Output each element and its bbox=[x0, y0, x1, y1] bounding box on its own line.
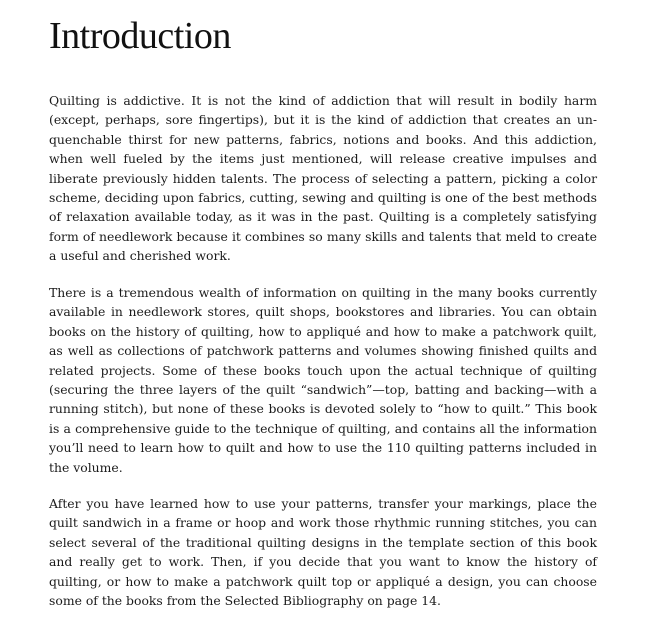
paragraph-3: After you have learned how to use your patterns, transfer your markings, place the quilt sandwich in a frame or hoop and work those rhythmic running stitches, you can select several of the traditional quilting designs in the template section of this book and really get to work. Then, if you decide that you want to know the history of quilting, or how to make a patchwork quilt top or appliqué a design, you can choose some of the books from the Selected Bibliography on page 14. bbox=[49, 496, 597, 609]
page-title: Introduction bbox=[49, 15, 231, 57]
paragraph-1: Quilting is addictive. It is not the kind of addiction that will result in bodily harm (except, perhaps, sore fingertips), but it is the kind of addiction that creates an unquenchable thirst for new patterns, fabrics, notions and books. And this addiction, when well fueled by the items just mentioned, will release creative impulses and liberate previously hidden talents. The process of selecting a pattern, picking a color scheme, deciding upon fabrics, cutting, sewing and quilting is one of the best methods of relaxation available today, as it was in the past. Quilting is a completely satisfying form of needlework because it combines so many skills and talents that meld to create a useful and cherished work. bbox=[49, 93, 597, 264]
paragraph-2: There is a tremendous wealth of information on quilting in the many books currently available in needlework stores, quilt shops, bookstores and libraries. You can obtain books on the history of quilting, how to appliqué and how to make a patchwork quilt, as well as collections of patchwork patterns and volumes showing finished quilts and related projects. Some of these books touch upon the actual technique of quilting (securing the three layers of the quilt “sandwich”—top, batting and backing—with a running stitch), but none of these books is devoted solely to “how to quilt.” This book is a comprehensive guide to the technique of quilting, and contains all the information you’ll need to learn how to quilt and how to use the 110 quilting patterns included in the volume. bbox=[49, 285, 597, 475]
